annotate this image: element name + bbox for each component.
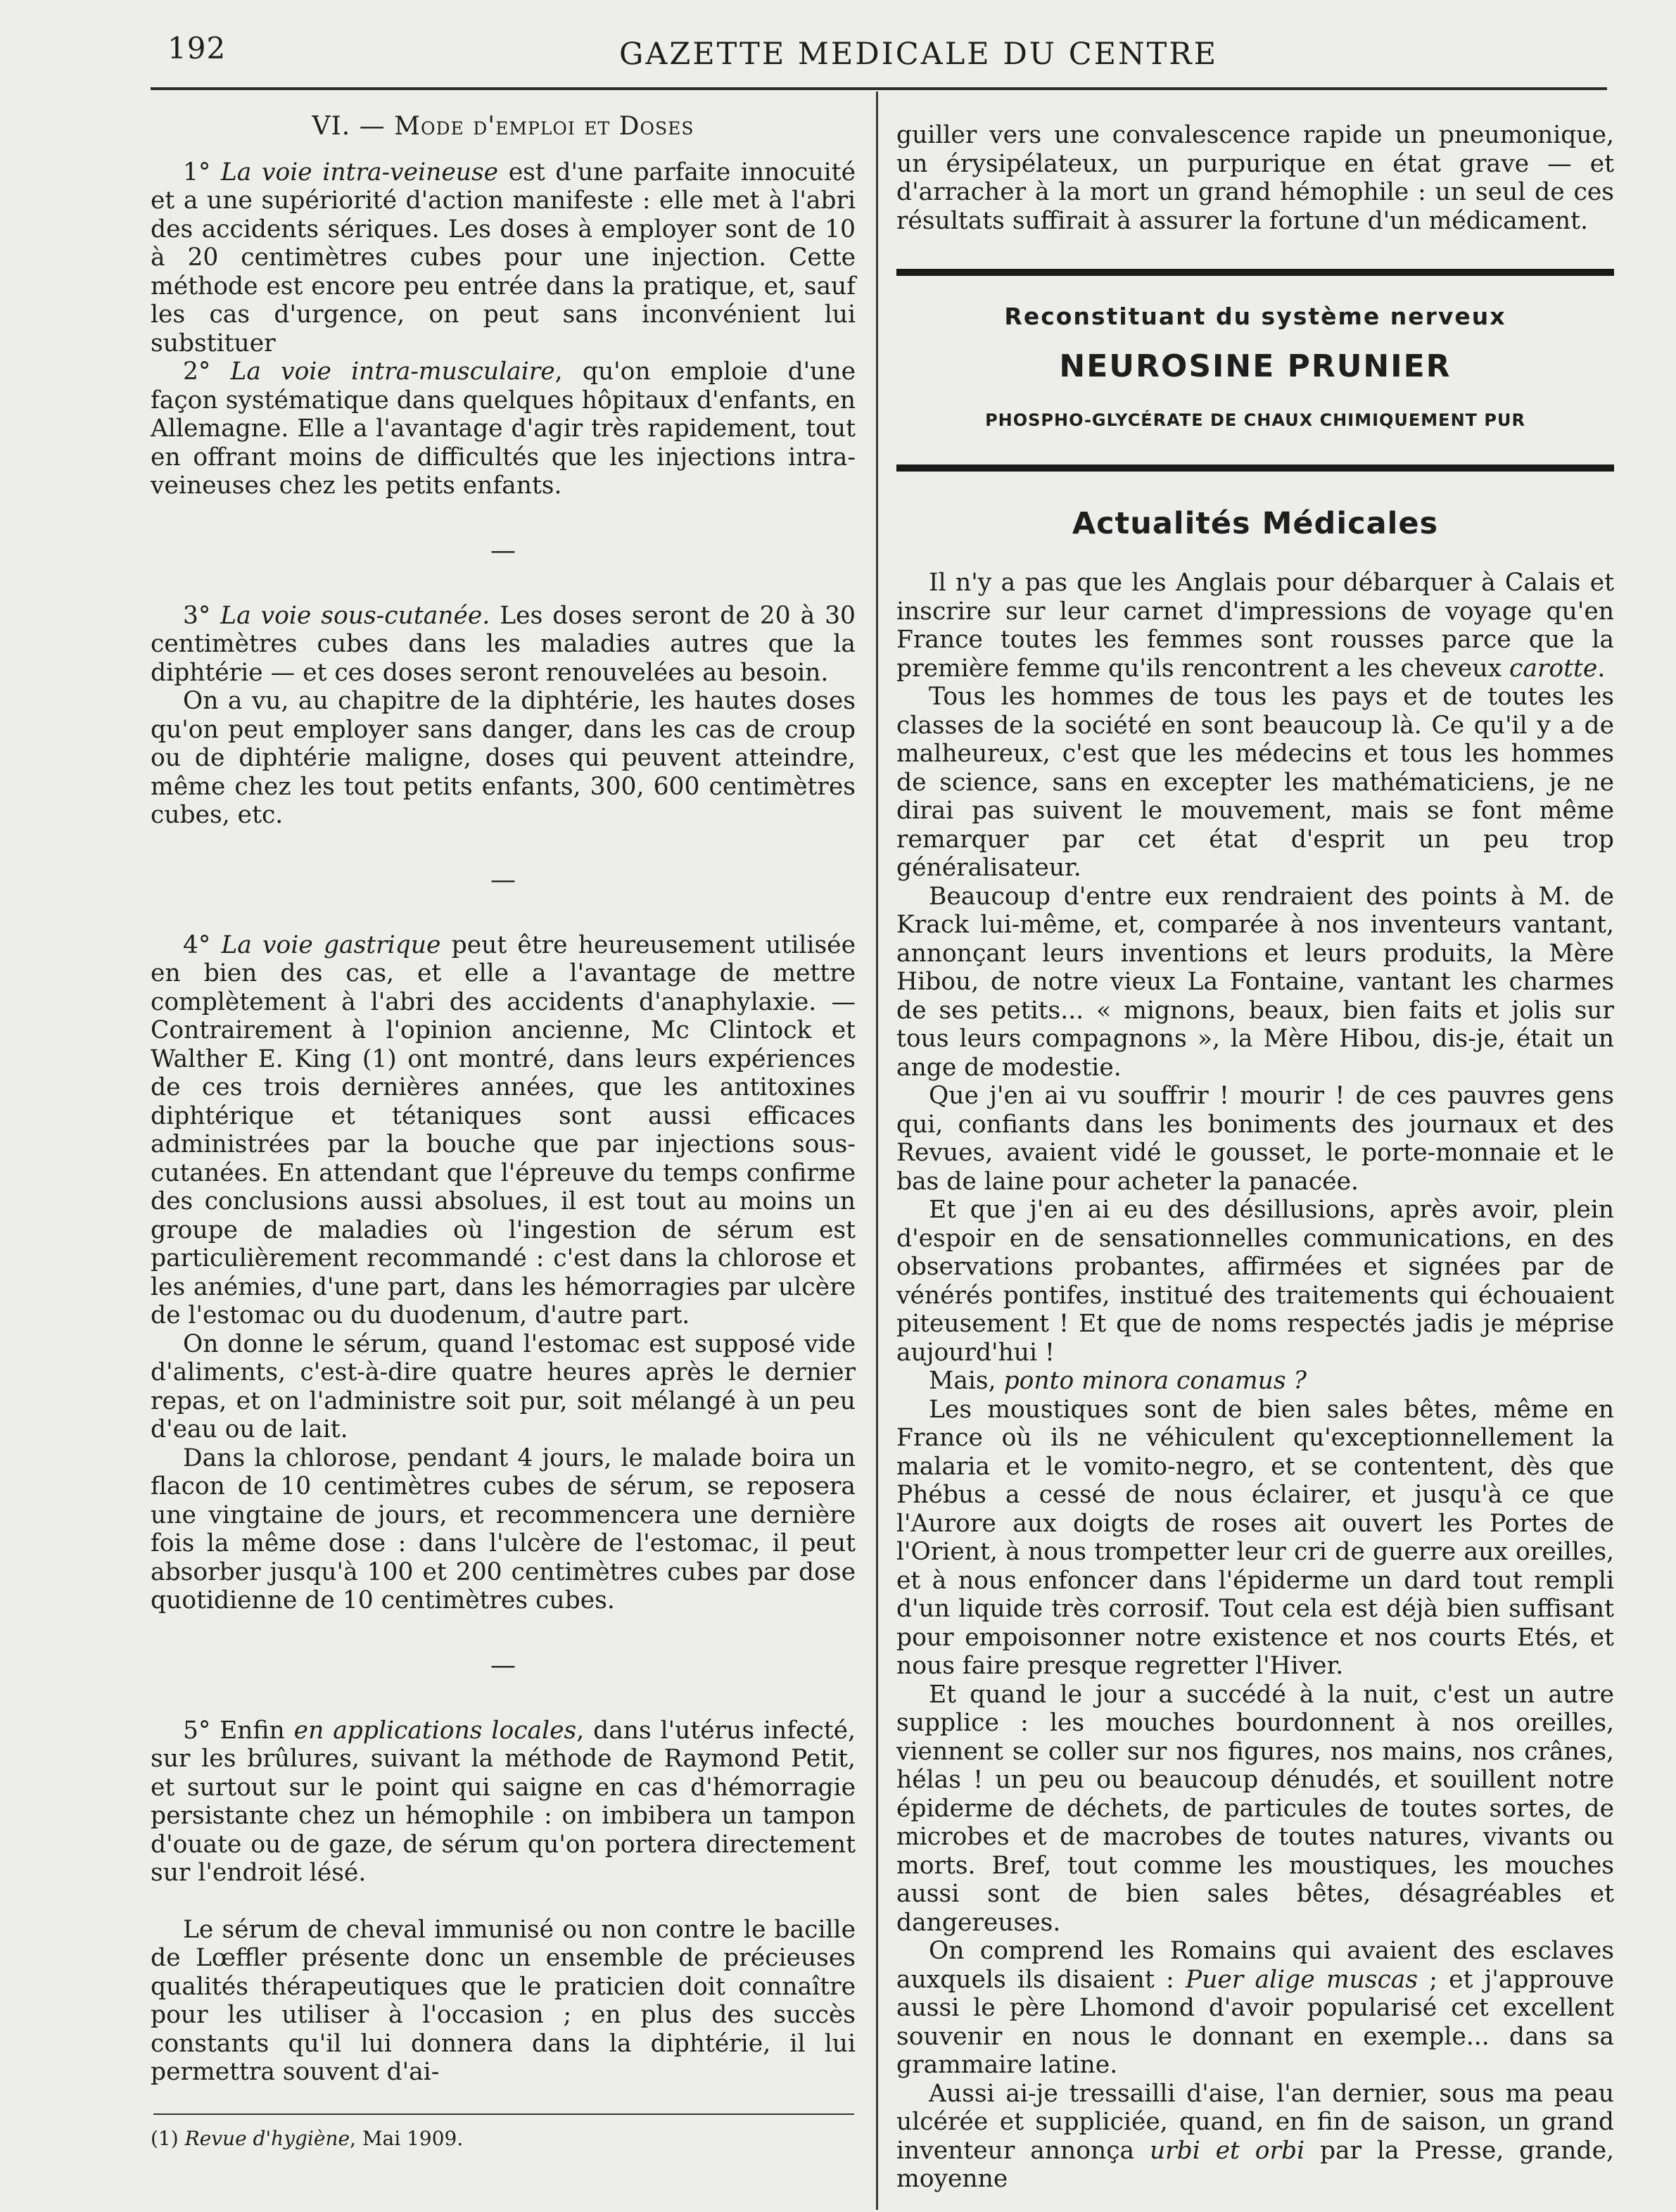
separator-dash: — [490,536,516,565]
separator-dash: — [490,865,516,895]
emphasis: La voie gastrique [221,930,441,959]
paragraph-news-8: Et quand le jour a succédé à la nuit, c'est un autre supplice : les mouches bourdonnent à nos oreilles, viennent se coller sur nos figures, nos mains, nos crânes, hélas ! un peu ou beaucoup dénudés, et souillent notre épiderme de déchets, de particules de toutes sortes, de microbes et de macrobes de toutes natures, vivants ou morts. Bref, tout comme les moustiques, les mouches aussi sont de bien sales bêtes, désagréables et dangereuses. [896,1680,1614,1937]
paragraph-administration: On donne le sérum, quand l'estomac est supposé vide d'aliments, c'est-à-dire quatre heures après le dernier repas, et on l'administre soit pur, soit mélangé à un peu d'eau ou de lait. [151,1329,856,1443]
text-run: ; et j'approuve aussi le père Lhomond d'avoir popularisé cet excellent souvenir en nous le donnant en exemple... dans sa grammaire latine. [896,1965,1614,2079]
paragraph-news-2: Tous les hommes de tous les pays et de toutes les classes de la société en sont beaucoup là. Ce qu'il y a de malheureux, c'est que les médecins et tous les hommes de science, sans en excepter les mathématiciens, je ne dirai pas suivent le mouvement, mais se font même remarquer par cet état d'esprit un peu trop généralisateur. [896,683,1614,882]
paragraph-continuation: guiller vers une convalescence rapide un pneumonique, un érysipélateux, un purpurique en état grave — et d'arracher à la mort un grand hémophile : un seul de ces résultats suffirait à assurer la fortune d'un médicament. [896,121,1614,235]
paragraph-news-7: Les moustiques sont de bien sales bêtes, même en France où ils ne véhiculent qu'exceptionnellement la malaria et le vomito-negro, et se contentent, dès que Phébus a cessé de nous éclairer, et jusqu'à ce que l'Aurore aux doigts de roses ait ouvert les Portes de l'Orient, à nous trompetter leur cri de guerre aux oreilles, et à nous enfoncer dans l'épiderme un dard tout rempli d'un liquide très corrosif. Tout cela est déjà bien suffisant pour empoisonner notre existence et nos courts Etés, et nous faire presque regretter l'Hiver. [896,1395,1614,1680]
footnote-rule [153,2113,854,2115]
text-run: On comprend les Romains qui avaient des esclaves auxquels ils disaient : [896,1937,1614,1994]
emphasis: La voie intra-musculaire [230,358,555,386]
column-divider [876,91,878,2210]
advertisement-tagline: Reconstituant du système nerveux [1004,303,1506,330]
emphasis: urbi et orbi [1149,2136,1305,2165]
section-heading [151,113,856,141]
advertisement-rule-top [896,269,1614,276]
text-run: , dans l'utérus infecté, sur les brûlures, suivant la méthode de Raymond Petit, et surtout sur le point qui saigne en cas d'hémorragie persistante chez un hémophile : on imbibera un tampon d'ouate ou de gaze, de sérum qu'on portera directement sur l'endroit lésé. [151,1716,856,1887]
paragraph-news-10 [896,2080,1614,2194]
text-run: 4° [183,930,222,959]
emphasis: Puer alige muscas [1185,1965,1418,1994]
text-run: . [1597,654,1606,683]
text-run: 3° [183,601,221,630]
paragraph-news-9 [896,1937,1614,2080]
text-run: (1) [151,2126,185,2150]
paragraph-news-3: Beaucoup d'entre eux rendraient des points à M. de Krack lui-même, et, comparée à nos inventeurs vantant, annonçant leurs inventions et leurs produits, la Mère Hibou, de notre vieux La Fontaine, vantant les charmes de ses petits... « mignons, beaux, bien faits et jolis sur tous leurs compagnons », la Mère Hibou, dis-je, était un ange de modestie. [896,882,1614,1082]
left-column [151,113,856,2151]
paragraph-subcutaneous [151,602,856,688]
text-run: Il n'y a pas que les Anglais pour débarquer à Calais et inscrire sur leur carnet d'impressions de voyage qu'en France toutes les femmes sont rousses parce que la première femme qu'ils rencontrent a les cheveux [896,569,1614,683]
paragraph-gastric [151,931,856,1330]
emphasis: en applications locales [293,1716,577,1745]
paragraph-news-6 [896,1367,1614,1396]
paragraph-news-4: Que j'en ai vu souffrir ! mourir ! de ces pauvres gens qui, confiants dans les boniments des journaux et des Revues, avaient vidé le gousset, le porte-monnaie et le bas de laine pour acheter la panacée. [896,1082,1614,1196]
emphasis: ponto minora conamus ? [1003,1367,1307,1395]
advertisement [896,276,1614,464]
emphasis: Revue d'hygiène [184,2126,350,2150]
section-heading-number: VI. — [312,112,395,141]
paragraph-news-5: Et que j'en ai eu des désillusions, après avoir, plein d'espoir en de sensationnelles communications, en des observations probantes, affirmées et signées par de vénérés pontifes, institué des traitements qui échouaient piteusement ! Et que de noms respectés jadis je méprise aujourd'hui ! [896,1196,1614,1367]
section-heading-title: Mode d'emploi et Doses [394,112,694,141]
text-run: 2° [183,358,231,386]
paragraph-local-application [151,1717,856,1888]
footnote [151,2126,856,2151]
paragraph-chlorosis: Dans la chlorose, pendant 4 jours, le malade boira un flacon de 10 centimètres cubes de sérum, se reposera une vingtaine de jours, et recommencera une dernière fois la même dose : dans l'ulcère de l'estomac, il peut absorber jusqu'à 100 et 200 centimètres cubes par dose quotidienne de 10 centimètres cubes. [151,1443,856,1614]
paragraph-intramuscular [151,358,856,500]
paragraph-high-doses: On a vu, au chapitre de la diphtérie, les hautes doses qu'on peut employer sans danger, dans les cas de croup ou de diphtérie maligne, doses qui peuvent atteindre, même chez les tout petits enfants, 300, 600 centimètres cubes, etc. [151,687,856,829]
paragraph-news-1 [896,569,1614,683]
text-run: , qu'on emploie d'une façon systématique dans quelques hôpitaux d'enfants, en Allemagne. Elle a l'avantage d'agir très rapidement, tout en offrant moins de difficultés que les injections intra-veineuses chez les petits enfants. [151,358,856,500]
emphasis: La voie sous-cutanée. [220,601,490,630]
paragraph-intravenous [151,158,856,358]
text-run: Mais, [929,1367,1004,1395]
advertisement-product-name: NEUROSINE PRUNIER [1059,348,1452,384]
text-run: Les doses seront de 20 à 30 centimètres cubes dans les maladies autres que la diphtérie — et ces doses seront renouvelées au besoin. [151,601,856,687]
separator-dash: — [490,1650,516,1680]
emphasis: carotte [1509,654,1598,683]
text-run: peut être heureusement utilisée en bien des cas, et elle a l'avantage de mettre complètement à l'abri des accidents d'anaphylaxie. — Contrairement à l'opinion ancienne, Mc Clintock et Walther E. King (1) ont montré, dans leurs expériences de ces trois dernières années, que les antitoxines diphtérique et tétaniques sont aussi efficaces administrées par la bouche que par injections sous-cutanées. En attendant que l'épreuve du temps confirme des conclusions aussi absolues, il est tout au moins un groupe de maladies où l'ingestion de sérum est particulièrement recommandé : c'est dans la chlorose et les anémies, d'une part, dans les hémorragies par ulcère de l'estomac ou du duodenum, d'autre part. [151,930,856,1329]
text-run: 1° [183,158,221,187]
spacer [151,1888,856,1916]
text-run: Aussi ai-je tressailli d'aise, l'an dernier, sous ma peau ulcérée et suppliciée, quand, en fin de saison, un grand inventeur annonça [896,2079,1614,2165]
text-run: 5° Enfin [183,1716,294,1745]
advertisement-subtitle: PHOSPHO-GLYCÉRATE DE CHAUX CHIMIQUEMENT PUR [985,410,1525,430]
advertisement-rule-bottom [896,464,1614,472]
text-run: est d'une parfaite innocuité et a une supériorité d'action manifeste : elle met à l'abri des accidents sériques. Les doses à employer sont de 10 à 20 centimètres cubes pour une injection. Cette méthode est encore peu entrée dans la pratique, et, sauf les cas d'urgence, on peut sans inconvénient lui substituer [151,158,856,358]
paragraph-conclusion: Le sérum de cheval immunisé ou non contre le bacille de Lœffler présente donc un ensemble de précieuses qualités thérapeutiques que le praticien doit connaître pour les utiliser à l'occasion ; en plus des succès constants qu'il lui donnera dans la diphtérie, il lui permettra souvent d'ai- [151,1915,856,2086]
text-run: par la Presse, grande, moyenne [896,2136,1614,2193]
running-title: GAZETTE MEDICALE DU CENTRE [619,37,1219,72]
header-rule [151,87,1607,90]
page-number: 192 [167,31,227,65]
emphasis: La voie intra-veineuse [220,158,499,187]
section-title: Actualités Médicales [1072,505,1439,541]
right-column [896,121,1614,2194]
text-run: , Mai 1909. [350,2126,464,2150]
